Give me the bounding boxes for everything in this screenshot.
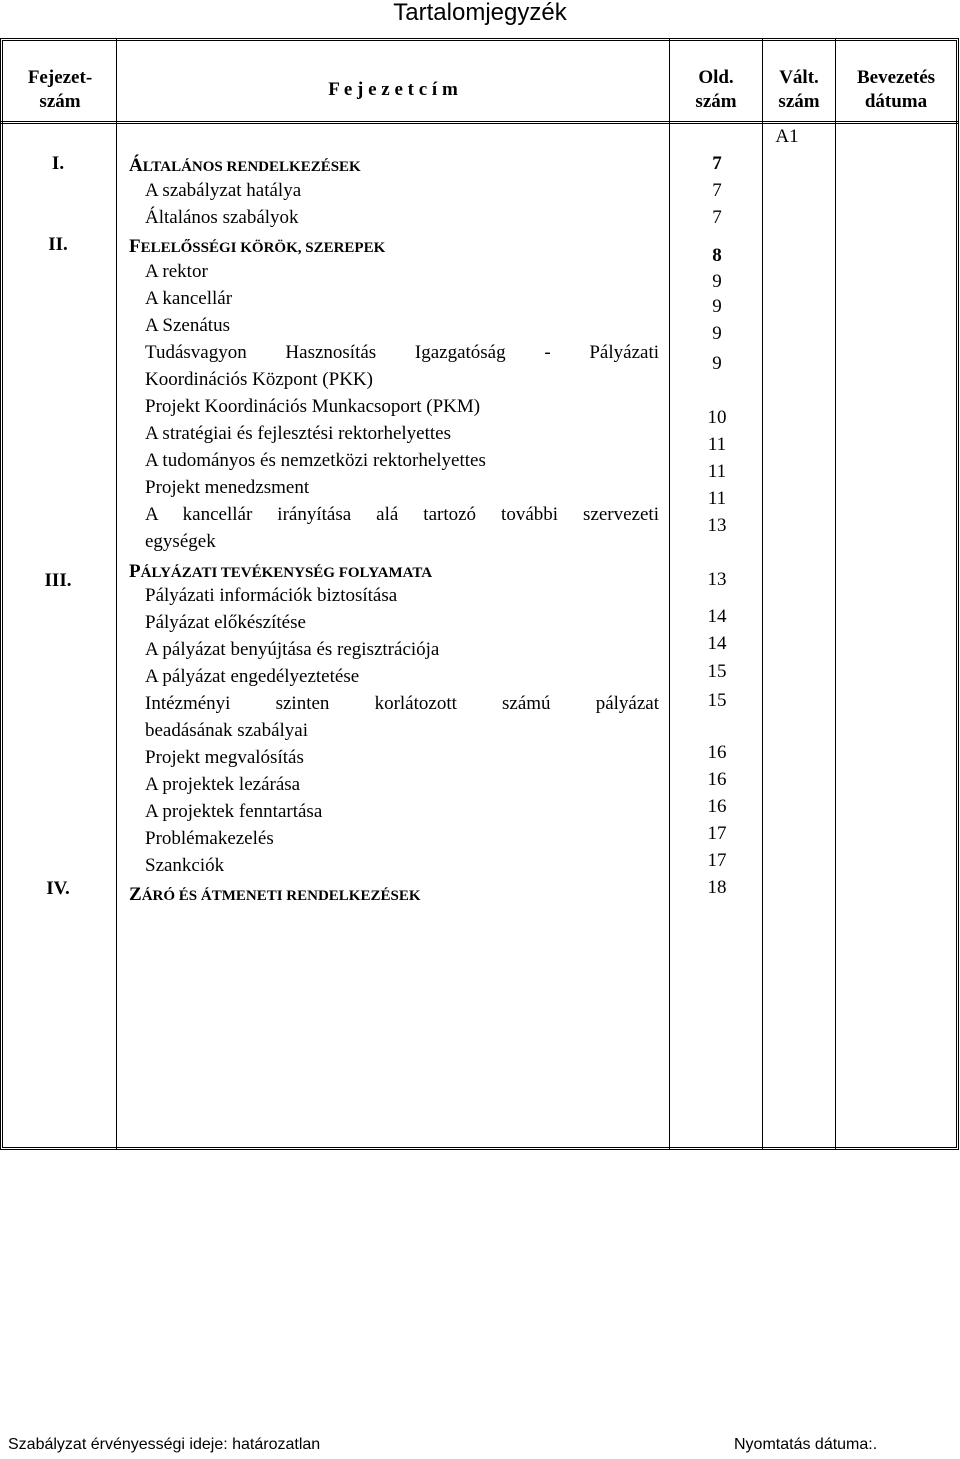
toc-entry: Projekt Koordinációs Munkacsoport (PKM) <box>145 396 481 417</box>
initial-letter: Z <box>129 884 142 905</box>
title-rest: ELELŐSSÉGI KÖRÖK, SZEREPEK <box>140 240 386 256</box>
page-number: 13 <box>707 515 727 536</box>
chapter-number: I. <box>51 153 65 174</box>
page-number: 7 <box>712 207 722 228</box>
header-change <box>763 66 835 114</box>
toc-chapter-title <box>129 155 659 177</box>
toc-entry: A pályázat benyújtása és regisztrációja <box>145 639 440 660</box>
page-number: 11 <box>707 488 727 509</box>
title-rest: ÁLYÁZATI TEVÉKENYSÉG FOLYAMATA <box>140 565 433 581</box>
page-number: 8 <box>712 245 722 266</box>
toc-entry: Koordinációs Központ (PKK) <box>145 369 373 390</box>
toc-entry: Intézményi szinten korlátozott számú pályázat <box>145 693 659 714</box>
page-title: Tartalomjegyzék <box>393 0 567 26</box>
page-number: 11 <box>707 434 727 455</box>
page-number: 16 <box>707 742 727 763</box>
header-page <box>670 66 762 114</box>
toc-entry: A stratégiai és fejlesztési rektorhelyettes <box>145 423 451 444</box>
header-text: dátuma <box>864 91 928 112</box>
initial-letter: P <box>129 561 141 582</box>
header-chapter-title: F e j e z e t c í m <box>328 79 458 100</box>
page-number: 9 <box>712 323 722 344</box>
header-chapter-number <box>4 66 116 114</box>
page-number: 13 <box>707 569 727 590</box>
title-rest: ÁRÓ ÉS ÁTMENETI RENDELKEZÉSEK <box>141 888 421 904</box>
page-number: 16 <box>707 796 727 817</box>
toc-entry: Pályázat előkészítése <box>145 612 306 633</box>
header-text: szám <box>695 91 737 112</box>
page-number: 15 <box>707 661 727 682</box>
toc-entry: beadásának szabályai <box>145 720 308 741</box>
page-number: 18 <box>707 877 727 898</box>
toc-entry: A tudományos és nemzetközi rektorhelyettes <box>145 450 486 471</box>
page-number: 14 <box>707 633 727 654</box>
header-text: Bevezetés <box>856 67 936 88</box>
column-divider <box>762 38 763 1150</box>
toc-chapter-title <box>129 884 659 906</box>
toc-entry: Projekt megvalósítás <box>145 747 304 768</box>
page-number: 11 <box>707 461 727 482</box>
column-divider <box>116 38 117 1150</box>
chapter-number: III. <box>44 570 72 591</box>
change-number: A1 <box>775 126 799 147</box>
header-text: szám <box>778 91 820 112</box>
page-number: 15 <box>707 690 727 711</box>
toc-entry: Pályázati információk biztosítása <box>145 585 398 606</box>
toc-entry: egységek <box>145 531 216 552</box>
header-text: szám <box>39 91 81 112</box>
footer-print-date: Nyomtatás dátuma:. <box>734 1436 878 1453</box>
toc-entry: A szabályzat hatálya <box>145 180 302 201</box>
toc-chapter-title <box>129 561 659 583</box>
toc-entry: A Szenátus <box>145 315 230 336</box>
chapter-number: II. <box>48 234 68 255</box>
header-divider <box>0 121 959 124</box>
page-number: 7 <box>712 153 722 174</box>
toc-entry: A projektek fenntartása <box>145 801 323 822</box>
toc-entry: A pályázat engedélyeztetése <box>145 666 360 687</box>
page-number: 9 <box>712 353 722 374</box>
toc-entry: A rektor <box>145 261 208 282</box>
toc-entry: Általános szabályok <box>145 207 299 228</box>
column-divider <box>669 38 670 1150</box>
page-number: 9 <box>712 296 722 317</box>
toc-entry: Problémakezelés <box>145 828 274 849</box>
header-text: Old. <box>698 67 734 88</box>
title-rest: LTALÁNOS RENDELKEZÉSEK <box>142 159 361 175</box>
initial-letter: F <box>129 236 141 257</box>
page-number: 14 <box>707 606 727 627</box>
toc-entry: A projektek lezárása <box>145 774 301 795</box>
header-text: Vált. <box>779 67 819 88</box>
page-number: 7 <box>712 180 722 201</box>
page-number: 17 <box>707 850 727 871</box>
toc-entry: Projekt menedzsment <box>145 477 310 498</box>
toc-chapter-title <box>129 236 659 258</box>
toc-entry: A kancellár <box>145 288 233 309</box>
page-number: 9 <box>712 271 722 292</box>
initial-letter: Á <box>129 155 143 176</box>
toc-entry: Szankciók <box>145 855 225 876</box>
page-number: 16 <box>707 769 727 790</box>
toc-entry: Tudásvagyon Hasznosítás Igazgatóság - Pályázati <box>145 342 659 363</box>
header-intro-date <box>836 66 956 114</box>
chapter-number: IV. <box>46 878 70 899</box>
header-text: Fejezet- <box>27 67 93 88</box>
page-number: 10 <box>707 407 727 428</box>
column-divider <box>835 38 836 1150</box>
toc-entry: A kancellár irányítása alá tartozó további szervezeti <box>145 504 659 525</box>
page-number: 17 <box>707 823 727 844</box>
footer-validity: Szabályzat érvényességi ideje: határozatlan <box>8 1436 321 1453</box>
